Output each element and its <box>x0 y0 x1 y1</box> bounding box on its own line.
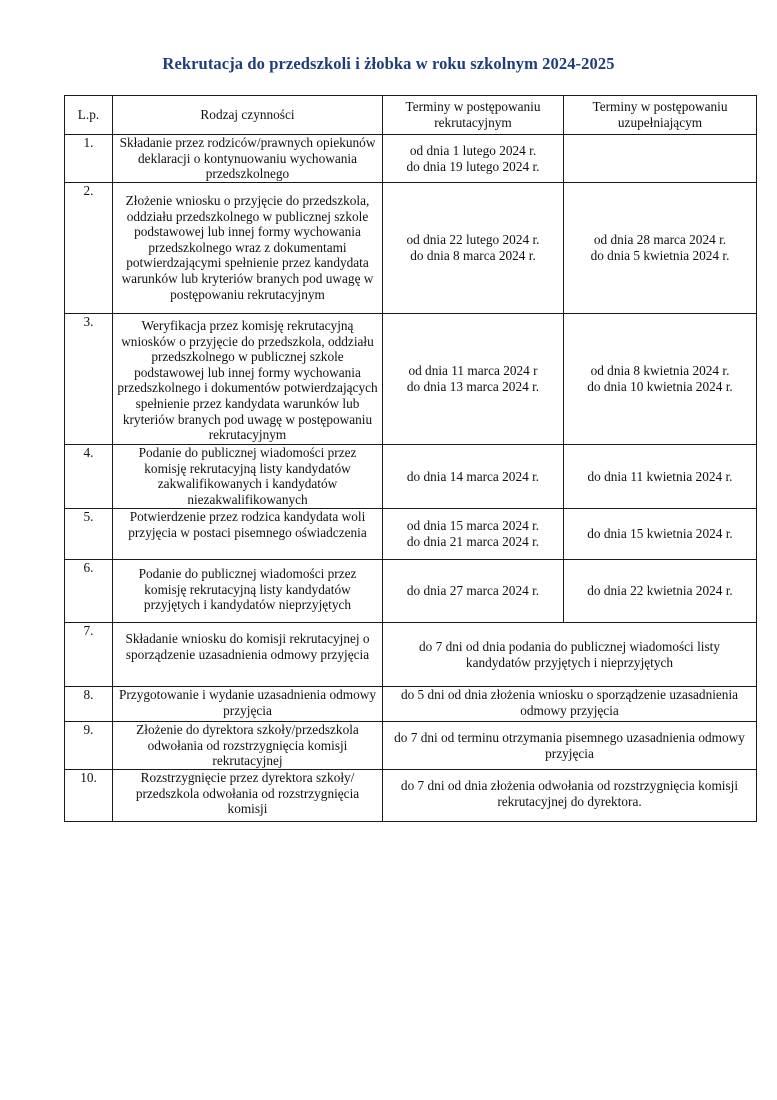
table-row <box>65 183 757 314</box>
row-activity: Składanie przez rodziców/prawnych opiekunów deklaracji o kontynuowaniu wychowania przedszkolnego <box>113 135 383 183</box>
row-supplementary-term: do dnia 11 kwietnia 2024 r. <box>564 445 757 509</box>
table-row <box>65 623 757 687</box>
table-row <box>65 770 757 822</box>
row-activity: Składanie wniosku do komisji rekrutacyjnej o sporządzenie uzasadnienia odmowy przyjęcia <box>113 623 383 687</box>
row-supplementary-term: do dnia 22 kwietnia 2024 r. <box>564 560 757 623</box>
row-main-term: od dnia 22 lutego 2024 r. do dnia 8 marca 2024 r. <box>383 183 564 314</box>
table-row <box>65 560 757 623</box>
table-row <box>65 722 757 770</box>
row-number: 1. <box>65 135 113 183</box>
row-number: 4. <box>65 445 113 509</box>
row-number: 3. <box>65 314 113 445</box>
row-number: 9. <box>65 722 113 770</box>
row-merged-term: do 5 dni od dnia złożenia wniosku o sporządzenie uzasadnienia odmowy przyjęcia <box>383 687 757 722</box>
row-number: 5. <box>65 509 113 560</box>
row-number: 6. <box>65 560 113 623</box>
recruitment-schedule-table <box>64 95 757 822</box>
header-activity: Rodzaj czynności <box>113 96 383 135</box>
header-supplementary-terms: Terminy w postępowaniu uzupełniającym <box>564 96 757 135</box>
row-supplementary-term: od dnia 28 marca 2024 r. do dnia 5 kwietnia 2024 r. <box>564 183 757 314</box>
row-activity: Rozstrzygnięcie przez dyrektora szkoły/ przedszkola odwołania od rozstrzygnięcia komisji <box>113 770 383 822</box>
table-row <box>65 509 757 560</box>
table-row <box>65 445 757 509</box>
row-main-term: od dnia 15 marca 2024 r. do dnia 21 marca 2024 r. <box>383 509 564 560</box>
row-supplementary-term <box>564 135 757 183</box>
row-activity: Podanie do publicznej wiadomości przez komisję rekrutacyjną listy kandydatów przyjętych i kandydatów nieprzyjętych <box>113 560 383 623</box>
row-activity: Potwierdzenie przez rodzica kandydata woli przyjęcia w postaci pisemnego oświadczenia <box>113 509 383 560</box>
table-row <box>65 135 757 183</box>
row-activity: Podanie do publicznej wiadomości przez komisję rekrutacyjną listy kandydatów zakwalifikowanych i kandydatów niezakwalifikowanych <box>113 445 383 509</box>
row-merged-term: do 7 dni od dnia podania do publicznej wiadomości listy kandydatów przyjętych i nieprzyjętych <box>383 623 757 687</box>
table-header-row <box>65 96 757 135</box>
row-merged-term: do 7 dni od dnia złożenia odwołania od rozstrzygnięcia komisji rekrutacyjnej do dyrektora. <box>383 770 757 822</box>
row-activity: Złożenie do dyrektora szkoły/przedszkola odwołania od rozstrzygnięcia komisji rekrutacyjnej <box>113 722 383 770</box>
header-main-terms: Terminy w postępowaniu rekrutacyjnym <box>383 96 564 135</box>
table-row <box>65 314 757 445</box>
row-activity: Złożenie wniosku o przyjęcie do przedszkola, oddziału przedszkolnego w publicznej szkole podstawowej lub innej formy wychowania przedszkolnego wraz z dokumentami potwierdzającymi spełnienie przez kandydata warunków lub kryteriów branych pod uwagę w postępowaniu rekrutacyjnym <box>113 183 383 314</box>
row-activity: Przygotowanie i wydanie uzasadnienia odmowy przyjęcia <box>113 687 383 722</box>
row-number: 2. <box>65 183 113 314</box>
row-merged-term: do 7 dni od terminu otrzymania pisemnego uzasadnienia odmowy przyjęcia <box>383 722 757 770</box>
row-number: 10. <box>65 770 113 822</box>
row-number: 8. <box>65 687 113 722</box>
table-row <box>65 687 757 722</box>
row-main-term: od dnia 1 lutego 2024 r. do dnia 19 lutego 2024 r. <box>383 135 564 183</box>
row-main-term: od dnia 11 marca 2024 r do dnia 13 marca 2024 r. <box>383 314 564 445</box>
row-supplementary-term: od dnia 8 kwietnia 2024 r. do dnia 10 kwietnia 2024 r. <box>564 314 757 445</box>
header-lp: L.p. <box>65 96 113 135</box>
row-activity: Weryfikacja przez komisję rekrutacyjną wniosków o przyjęcie do przedszkola, oddziału przedszkolnego w publicznej szkole podstawowej lub innej formy wychowania przedszkolnego i dokumentów potwierdzających spełnienie przez kandydata warunków lub kryteriów branych pod uwagę w postępowaniu rekrutacyjnym <box>113 314 383 445</box>
row-main-term: do dnia 14 marca 2024 r. <box>383 445 564 509</box>
row-supplementary-term: do dnia 15 kwietnia 2024 r. <box>564 509 757 560</box>
page-title: Rekrutacja do przedszkoli i żłobka w roku szkolnym 2024-2025 <box>162 54 615 73</box>
row-number: 7. <box>65 623 113 687</box>
row-main-term: do dnia 27 marca 2024 r. <box>383 560 564 623</box>
